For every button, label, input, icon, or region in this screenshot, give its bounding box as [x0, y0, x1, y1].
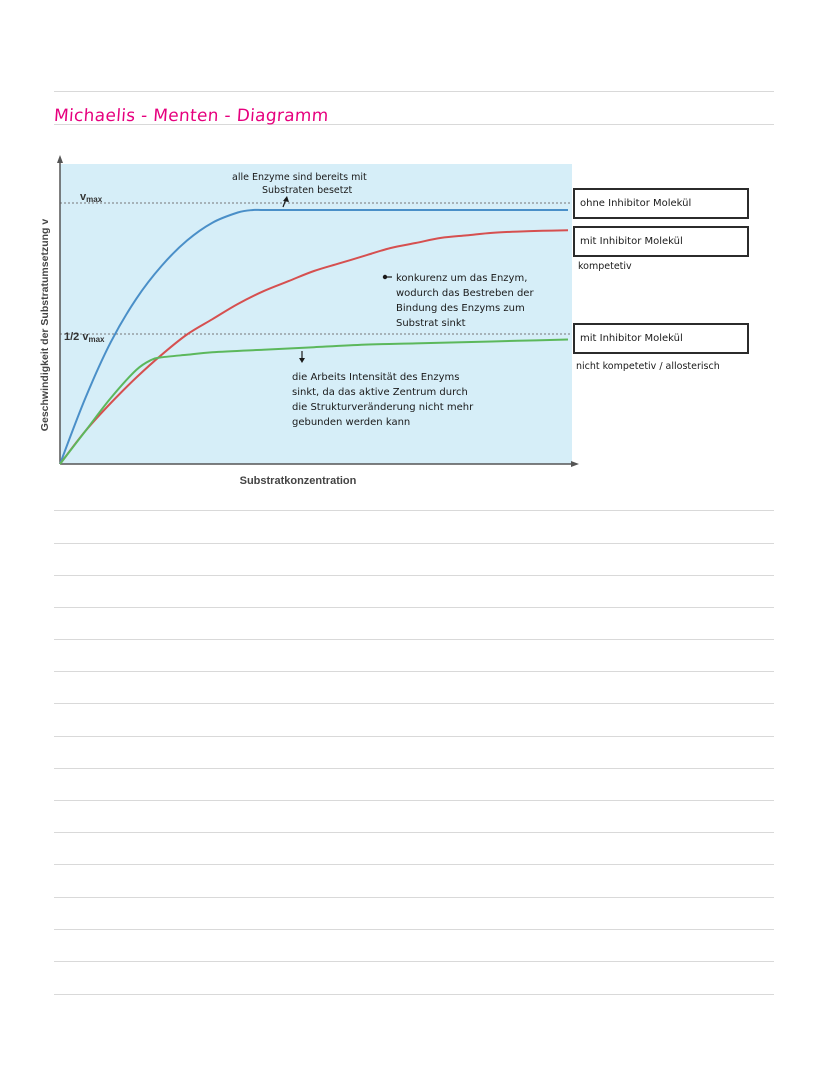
- annotation-line: die Arbeits Intensität des Enzyms: [292, 372, 460, 383]
- annotation-line: Substraten besetzt: [262, 185, 353, 196]
- annotation-line: Bindung des Enzyms zum: [396, 303, 525, 314]
- legend-box-no-inhibitor-text: ohne Inhibitor Molekül: [580, 198, 692, 209]
- annotation-line: wodurch das Bestreben der: [396, 288, 534, 299]
- x-axis-label: Substratkonzentration: [239, 475, 357, 487]
- annotation-line: gebunden werden kann: [292, 417, 411, 428]
- legend-box-competitive-text: mit Inhibitor Molekül: [580, 236, 683, 247]
- vmax-label-main: v: [80, 191, 87, 203]
- annotation-line: sinkt, da das aktive Zentrum durch: [292, 387, 468, 398]
- annotation-line: alle Enzyme sind bereits mit: [232, 172, 367, 183]
- legend-box-competitive: [573, 226, 749, 257]
- legend-box-no-inhibitor: [573, 188, 749, 219]
- annotation-line: Substrat sinkt: [396, 318, 466, 329]
- vmax-label-sub: max: [86, 195, 103, 204]
- annotation-line: die Strukturveränderung nicht mehr: [292, 402, 474, 413]
- competitive-note: kompetetiv: [578, 261, 632, 272]
- legend-box-noncompetitive: [573, 323, 749, 354]
- legend-box-noncompetitive-text: mit Inhibitor Molekül: [580, 333, 683, 344]
- annotation-line: konkurenz um das Enzym,: [396, 273, 528, 284]
- noncompetitive-note: nicht kompetetiv / allosterisch: [576, 361, 720, 372]
- half-vmax-label-main: 1/2 v: [64, 331, 89, 343]
- x-axis-arrow-icon: [571, 461, 579, 467]
- bullet-dot-icon: [383, 275, 387, 279]
- page-title: Michaelis - Menten - Diagramm: [53, 106, 330, 126]
- y-axis-arrow-icon: [57, 155, 63, 163]
- half-vmax-label-sub: max: [88, 335, 105, 344]
- y-axis-label: Geschwindigkeit der Substratumsetzung v: [39, 218, 51, 432]
